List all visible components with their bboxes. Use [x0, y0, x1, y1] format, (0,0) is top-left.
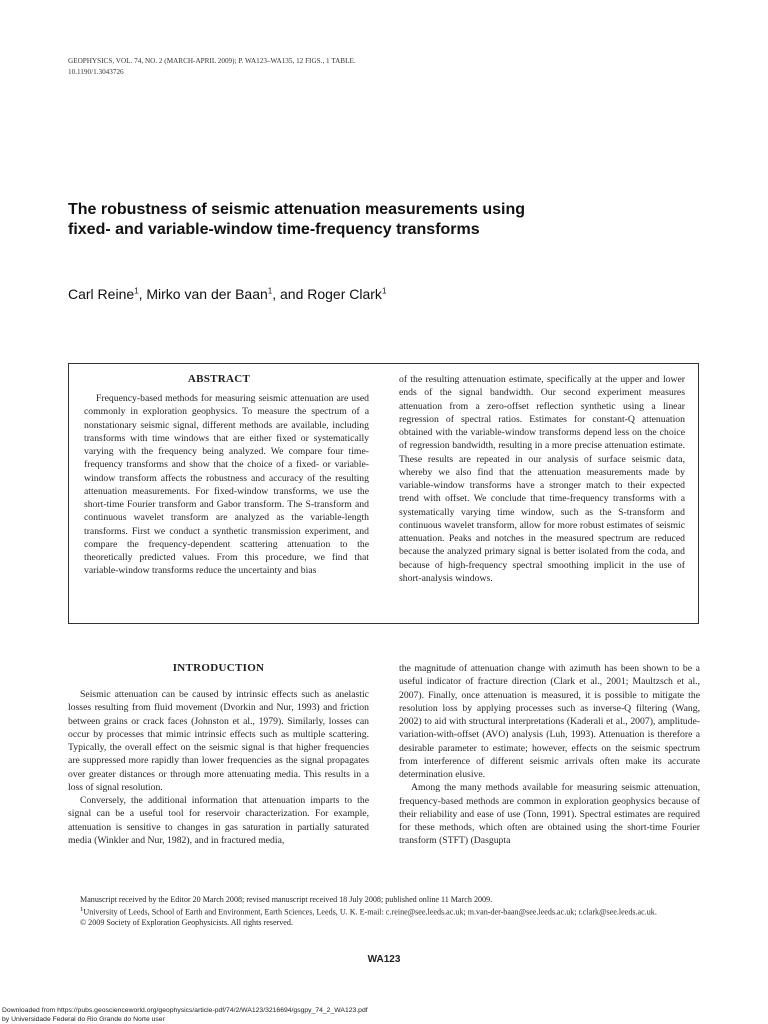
download-stamp: [2, 1006, 368, 1024]
author-list: [68, 286, 386, 302]
paper-title: [68, 200, 708, 240]
title-line-1: The robustness of seismic attenuation measurements using: [68, 201, 525, 218]
affiliation-marker: 1: [267, 286, 273, 296]
intro-right-column: [399, 662, 700, 848]
journal-masthead: [68, 56, 356, 78]
affiliation-text: University of Leeds, School of Earth and Environment, Earth Sciences, Leeds, U. K. E-mail: c.reine@see.leeds.ac.uk; m.van-der-baan@see.leeds.ac.uk; r.clark@see.leeds.ac.uk.: [83, 907, 657, 917]
abstract-paragraph-1: Frequency-based methods for measuring seismic attenuation are used commonly in exploration geophysics. To measure the spectrum of a nonstationary seismic signal, different methods are available, including transforms with time windows that are either fixed or systematically varying with the frequency being analyzed. We compare four time-frequency transforms and show that the choice of a fixed- or variable-window transform affects the robustness and accuracy of the resulting attenuation measurements. For fixed-window transforms, we use the short-time Fourier transform and Gabor transform. The S-transform and continuous wavelet transform are analyzed as the variable-length transforms. First we conduct a synthetic transmission experiment, and compare the frequency-dependent scattering attenuation to the theoretically predicted values. From this procedure, we find that variable-window transforms reduce the uncertainty and bias: [84, 393, 369, 577]
introduction-heading: INTRODUCTION: [172, 662, 265, 674]
affiliation-marker: 1: [381, 286, 387, 296]
affiliation-footnote: [68, 905, 700, 918]
affiliation-marker: 1: [80, 906, 84, 914]
intro-paragraph-1: Seismic attenuation can be caused by intrinsic effects such as anelastic losses resulting from fluid movement (Dvorkin and Nur, 1993) and friction between grains or crack faces (Johnston et al., 1979). Similarly, losses can occur by processes that mimic intrinsic effects such as multiple scattering. Typically, the overall effect on the seismic signal is that higher frequencies are suppressed more rapidly than lower frequencies as the signal propagates over greater distances or through more attenuating media. This results in a loss of signal resolution.: [68, 689, 369, 793]
manuscript-dates: Manuscript received by the Editor 20 March 2008; revised manuscript received 18 July 2008; published online 11 March 2009.: [80, 895, 493, 904]
abstract-left-column: [84, 392, 369, 578]
intro-left-column: [68, 688, 369, 847]
author-reine: Carl Reine: [68, 286, 135, 302]
abstract-heading: ABSTRACT: [187, 373, 251, 385]
download-url-link[interactable]: Downloaded from https://pubs.geoscienceworld.org/geophysics/article-pdf/74/2/WA123/3216694/gsgpy_74_2_WA123.pdf: [2, 1007, 368, 1014]
author-van-der-baan: , Mirko van der Baan: [138, 286, 268, 302]
footnotes: [68, 895, 700, 928]
abstract-right-column: [399, 373, 685, 585]
doi: 10.1190/1.3043726: [68, 68, 124, 76]
intro-paragraph-2: Conversely, the additional information that attenuation imparts to the signal can be a useful tool for reservoir characterization. For example, attenuation is sensitive to changes in gas saturation in partially saturated media (Winkler and Nur, 1982), and in fractured media,: [68, 795, 369, 846]
page-number: WA123: [367, 954, 401, 965]
download-user: by Universidade Federal do Rio Grande do Norte user: [2, 1016, 165, 1023]
copyright: © 2009 Society of Exploration Geophysicists. All rights reserved.: [80, 918, 293, 928]
journal-citation: GEOPHYSICS, VOL. 74, NO. 2 (MARCH-APRIL 2009); P. WA123–WA135, 12 FIGS., 1 TABLE.: [68, 57, 356, 65]
affiliation-marker: 1: [134, 286, 139, 296]
intro-paragraph-2-continued: the magnitude of attenuation change with azimuth has been shown to be a useful indicator of fracture direction (Clark et al., 2001; Maultzsch et al., 2007). Finally, once attenuation is measured, it is possible to mitigate the resolution loss by applying processes such as inverse-Q filtering (Wang, 2002) to aid with structural interpretations (Kaderali et al., 2007), amplitude-variation-with-offset (AVO) analysis (Luh, 1993). Attenuation is therefore a desirable parameter to estimate; however, effects on the seismic spectrum from interference of different seismic arrivals often make its accurate determination elusive.: [399, 663, 700, 780]
intro-paragraph-3: Among the many methods available for measuring seismic attenuation, frequency-based methods are common in exploration geophysics because of their reliability and ease of use (Tonn, 1991). Spectral estimates are required for these methods, which often are obtained using the short-time Fourier transform (STFT) (Dasgupta: [399, 782, 700, 847]
author-clark: , and Roger Clark: [272, 286, 382, 302]
abstract-paragraph-1-continued: of the resulting attenuation estimate, specifically at the upper and lower ends of the signal bandwidth. Our second experiment measures attenuation from a zero-offset reflection synthetic using a linear regression of spectral ratios. Estimates for constant-Q attenuation obtained with the variable-window transforms depend less on the choice of regression bandwidth, resulting in a more precise attenuation estimate. These results are repeated in our analysis of surface seismic data, whereby we also find that the attenuation measurements made by variable-window transforms have a stronger match to their expected trend with offset. We conclude that time-frequency transforms with a systematically varying time window, such as the S-transform and continuous wavelet transform, allow for more robust estimates of seismic attenuation. Peaks and notches in the measured spectrum are reduced because the analyzed primary signal is better isolated from the coda, and because of high-frequency spectral smoothing implicit in the use of short-analysis windows.: [399, 374, 685, 584]
title-line-2: fixed- and variable-window time-frequency transforms: [68, 221, 480, 238]
